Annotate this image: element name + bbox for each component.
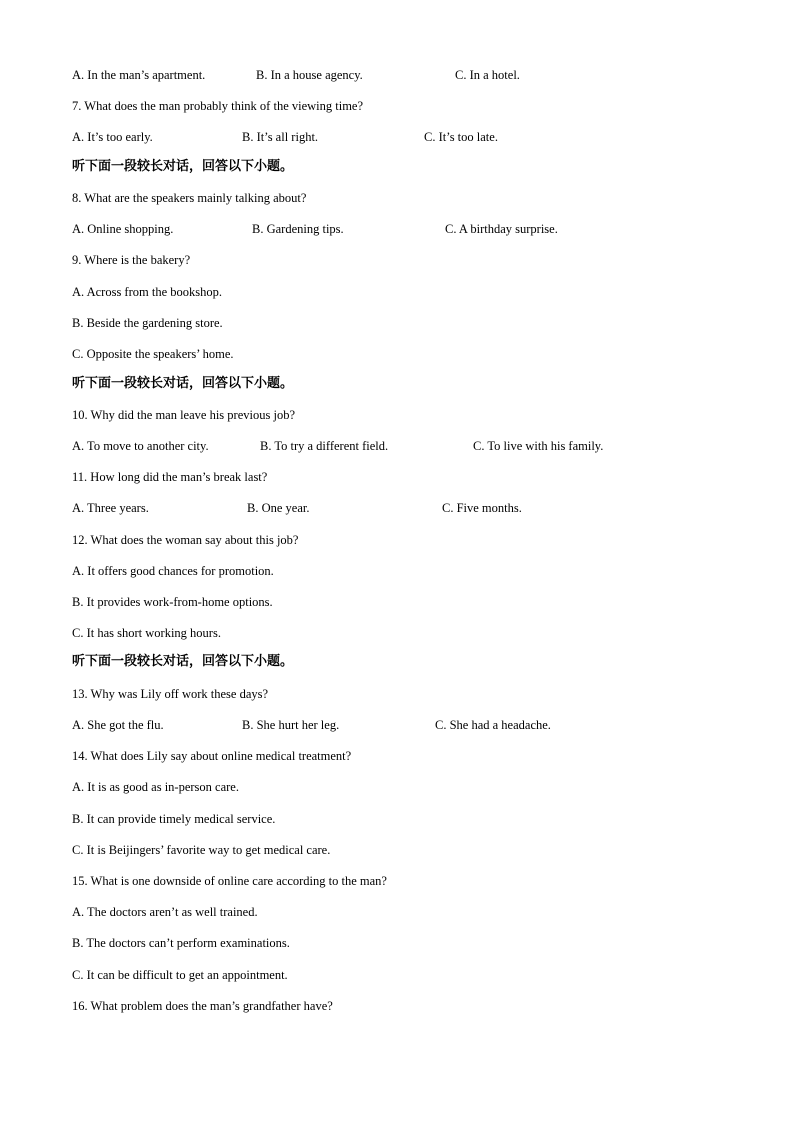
option-c: C. She had a headache. — [435, 718, 551, 732]
option-b: B. It can provide timely medical service. — [72, 812, 276, 826]
option-a: A. To move to another city. — [72, 439, 209, 453]
option-c: C. Five months. — [442, 501, 522, 515]
option-b: B. It’s all right. — [242, 130, 319, 144]
question-14: 14. What does Lily say about online medical treatment? — [72, 749, 352, 763]
option-a: A. Across from the bookshop. — [72, 285, 222, 299]
question-7: 7. What does the man probably think of the viewing time? — [72, 99, 364, 113]
option-b: B. One year. — [247, 501, 310, 515]
question-15: 15. What is one downside of online care according to the man? — [72, 874, 387, 888]
option-a: A. It is as good as in-person care. — [72, 780, 239, 794]
section-header: 听下面一段较长对话，回答以下小题。 — [72, 159, 294, 174]
option-b: B. To try a different field. — [260, 439, 389, 453]
section-header: 听下面一段较长对话，回答以下小题。 — [72, 376, 294, 391]
option-c: C. It’s too late. — [424, 130, 498, 144]
option-c: C. In a hotel. — [455, 68, 520, 82]
option-a: A. Online shopping. — [72, 222, 174, 236]
option-a: A. The doctors aren’t as well trained. — [72, 905, 258, 919]
question-11: 11. How long did the man’s break last? — [72, 470, 268, 484]
option-a: A. It offers good chances for promotion. — [72, 564, 274, 578]
option-c: C. A birthday surprise. — [445, 222, 558, 236]
option-c: C. To live with his family. — [473, 439, 604, 453]
option-b: B. It provides work-from-home options. — [72, 595, 273, 609]
section-header: 听下面一段较长对话，回答以下小题。 — [72, 654, 294, 669]
question-9: 9. Where is the bakery? — [72, 253, 191, 267]
question-13: 13. Why was Lily off work these days? — [72, 687, 269, 701]
option-b: B. The doctors can’t perform examinations. — [72, 936, 290, 950]
question-10: 10. Why did the man leave his previous job? — [72, 408, 295, 422]
option-c: C. It has short working hours. — [72, 626, 221, 640]
option-b: B. Gardening tips. — [252, 222, 344, 236]
option-c: C. It can be difficult to get an appointment. — [72, 968, 288, 982]
option-b: B. Beside the gardening store. — [72, 316, 223, 330]
option-a: A. In the man’s apartment. — [72, 68, 206, 82]
option-b: B. She hurt her leg. — [242, 718, 340, 732]
option-c: C. Opposite the speakers’ home. — [72, 347, 234, 361]
option-b: B. In a house agency. — [256, 68, 363, 82]
option-c: C. It is Beijingers’ favorite way to get medical care. — [72, 843, 331, 857]
question-8: 8. What are the speakers mainly talking about? — [72, 191, 307, 205]
option-a: A. Three years. — [72, 501, 149, 515]
option-a: A. She got the flu. — [72, 718, 164, 732]
option-a: A. It’s too early. — [72, 130, 153, 144]
question-16: 16. What problem does the man’s grandfather have? — [72, 999, 333, 1013]
question-12: 12. What does the woman say about this job? — [72, 533, 299, 547]
